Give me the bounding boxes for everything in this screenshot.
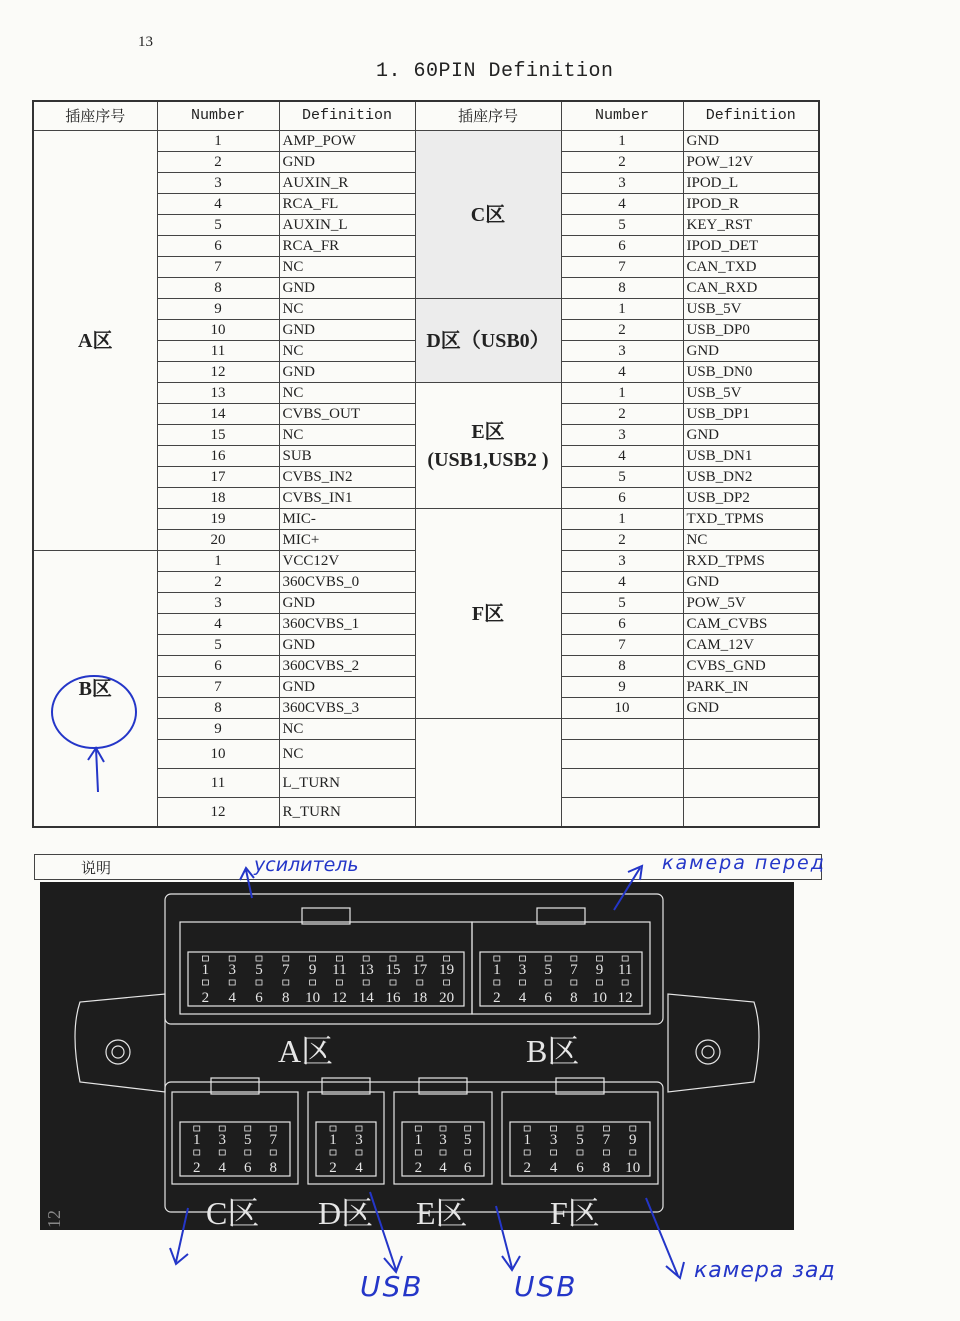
pin-marker [283, 980, 289, 985]
pin-marker [571, 956, 577, 961]
pin-definition: GND [279, 152, 415, 173]
pin-number: 3 [561, 341, 683, 362]
pin-marker [444, 956, 450, 961]
pin-marker [283, 956, 289, 961]
pin-definition: GND [683, 341, 819, 362]
mount-flange-right [668, 994, 759, 1092]
pin-marker [415, 1126, 421, 1131]
pin-label-bottom: 2 [493, 990, 501, 1006]
pin-number: 7 [561, 635, 683, 656]
pin-marker [256, 980, 262, 985]
pin-label-top: 7 [269, 1132, 277, 1148]
pin-number: 6 [157, 236, 279, 257]
pin-marker [465, 1126, 471, 1131]
pin-number: 6 [561, 614, 683, 635]
pin-number: 10 [157, 740, 279, 769]
pin-number: 3 [561, 173, 683, 194]
header-number: Number [157, 101, 279, 131]
pin-number: 3 [561, 551, 683, 572]
pin-label-bottom: 18 [412, 990, 428, 1006]
pin-definition: AUXIN_L [279, 215, 415, 236]
pin-definition: MIC- [279, 509, 415, 530]
pin-marker [229, 980, 235, 985]
pin-number: 19 [157, 509, 279, 530]
pin-marker [245, 1126, 251, 1131]
corner-mark: 12 [44, 1210, 64, 1228]
empty-cell [683, 769, 819, 798]
pin-label-bottom: 8 [602, 1160, 611, 1176]
pin-marker [219, 1150, 225, 1155]
header-socket-right: 插座序号 [415, 101, 561, 131]
pin-label-bottom: 14 [358, 990, 374, 1006]
pin-marker [622, 956, 628, 961]
pin-number: 2 [157, 152, 279, 173]
pin-marker [603, 1150, 609, 1155]
pin-number: 18 [157, 488, 279, 509]
pin-marker [330, 1150, 336, 1155]
connector-label-d: D区 [318, 1195, 374, 1230]
pin-marker [202, 980, 208, 985]
pin-definition: RXD_TPMS [683, 551, 819, 572]
handwritten-front-camera: камера перед [662, 852, 826, 874]
header-definition: Definition [279, 101, 415, 131]
pin-marker [229, 956, 235, 961]
pin-marker [622, 980, 628, 985]
handwritten-amplifier: усилитель [254, 854, 359, 876]
pin-label-top: 17 [412, 962, 428, 978]
note-label: 说明 [81, 859, 112, 877]
pin-label-top: 1 [193, 1132, 201, 1148]
pin-label-bottom: 10 [592, 990, 607, 1006]
pin-marker [494, 956, 500, 961]
pin-label-bottom: 6 [576, 1160, 584, 1176]
pin-number: 16 [157, 446, 279, 467]
pin-label-top: 19 [439, 962, 455, 978]
pin-definition: KEY_RST [683, 215, 819, 236]
pin-definition: 360CVBS_3 [279, 698, 415, 719]
pin-definition: GND [279, 278, 415, 299]
pin-definition: VCC12V [279, 551, 415, 572]
connector-label-c: C区 [206, 1195, 260, 1230]
pin-number: 5 [157, 635, 279, 656]
pin-number: 2 [561, 320, 683, 341]
pin-label-bottom: 10 [625, 1160, 641, 1176]
pin-number: 8 [157, 278, 279, 299]
connector-label-a: A区 [278, 1033, 334, 1069]
pin-number: 2 [561, 404, 683, 425]
pin-definition: L_TURN [279, 769, 415, 798]
pin-marker [524, 1126, 530, 1131]
pin-marker [270, 1150, 276, 1155]
pin-marker [270, 1126, 276, 1131]
pin-marker [597, 956, 603, 961]
pin-marker [415, 1150, 421, 1155]
pin-marker [330, 1126, 336, 1131]
pin-marker [390, 956, 396, 961]
pin-number: 20 [157, 530, 279, 551]
pin-definition: POW_12V [683, 152, 819, 173]
pin-number: 10 [561, 698, 683, 719]
pin-label-bottom: 4 [218, 1160, 226, 1176]
pin-definition: 360CVBS_0 [279, 572, 415, 593]
pin-marker [202, 956, 208, 961]
connector-label-e: E区 [416, 1195, 468, 1230]
pin-definition: TXD_TPMS [683, 509, 819, 530]
pin-number: 3 [157, 593, 279, 614]
pin-number: 13 [157, 383, 279, 404]
mount-hole-left-inner [112, 1046, 124, 1058]
pin-label-top: 11 [617, 962, 633, 978]
pin-number: 3 [561, 425, 683, 446]
pin-number: 8 [157, 698, 279, 719]
pin-number: 2 [561, 530, 683, 551]
pin-number: 1 [561, 509, 683, 530]
pin-marker [336, 980, 342, 985]
pin-definition: 360CVBS_1 [279, 614, 415, 635]
pin-number: 12 [157, 362, 279, 383]
pin-number: 4 [561, 194, 683, 215]
pin-marker [310, 956, 316, 961]
pin-label-bottom: 8 [282, 990, 290, 1006]
pin-marker [630, 1126, 636, 1131]
pin-label-bottom: 8 [570, 990, 578, 1006]
empty-cell [561, 798, 683, 828]
pin-label-top: 13 [358, 962, 374, 978]
pin-marker [494, 980, 500, 985]
pin-definition: CVBS_OUT [279, 404, 415, 425]
pin-definition: POW_5V [683, 593, 819, 614]
pin-definition: NC [279, 740, 415, 769]
pin-label-bottom: 6 [244, 1160, 252, 1176]
pin-number: 6 [561, 488, 683, 509]
pin-definition: IPOD_R [683, 194, 819, 215]
pin-marker [440, 1150, 446, 1155]
pin-label-bottom: 4 [355, 1160, 363, 1176]
pin-label-top: 9 [308, 962, 317, 978]
pin-label-bottom: 6 [463, 1160, 472, 1176]
pin-definition: MIC+ [279, 530, 415, 551]
pin-number: 1 [561, 299, 683, 320]
empty-cell [683, 798, 819, 828]
zone-label-c: C区 [415, 131, 561, 299]
pin-marker [444, 980, 450, 985]
pin-definition: USB_DN0 [683, 362, 819, 383]
pin-label-bottom: 4 [439, 1160, 447, 1176]
table-row [33, 131, 819, 152]
pin-marker [545, 956, 551, 961]
pin-label-top: 3 [549, 1132, 558, 1148]
header-socket: 插座序号 [33, 101, 157, 131]
pin-definition: CAN_TXD [683, 257, 819, 278]
pin-definition: CVBS_IN2 [279, 467, 415, 488]
pin-marker [603, 1126, 609, 1131]
zone-label-f: F区 [415, 509, 561, 719]
pin-label-top: 15 [385, 962, 401, 978]
pin-definition: CVBS_GND [683, 656, 819, 677]
handwritten-usb-1: USB [360, 1270, 424, 1303]
pin-marker [336, 956, 342, 961]
connector-block-d [308, 1092, 384, 1184]
pin-label-bottom: 10 [305, 990, 321, 1006]
pin-definition: NC [279, 383, 415, 404]
pin-label-top: 3 [218, 1132, 226, 1148]
pin-marker [551, 1150, 557, 1155]
pin-label-bottom: 16 [385, 990, 401, 1006]
pin-number: 2 [157, 572, 279, 593]
zone-label-b: B区 [33, 551, 157, 828]
pin-definition: RCA_FL [279, 194, 415, 215]
pin-marker [577, 1126, 583, 1131]
pin-label-bottom: 6 [255, 990, 263, 1006]
pin-marker [390, 980, 396, 985]
pin-label-bottom: 2 [193, 1160, 201, 1176]
pin-definition: CVBS_IN1 [279, 488, 415, 509]
pin-definition: GND [279, 362, 415, 383]
empty-cell [561, 769, 683, 798]
zone-label-a: A区 [33, 131, 157, 551]
pin-definition: CAM_12V [683, 635, 819, 656]
pin-label-top: 7 [282, 962, 290, 978]
pin-definition: NC [279, 257, 415, 278]
pin-label-bottom: 20 [439, 990, 455, 1006]
pin-number: 9 [561, 677, 683, 698]
pin-definition: NC [279, 425, 415, 446]
pin-definition: GND [683, 425, 819, 446]
pin-number: 5 [561, 215, 683, 236]
pin-marker [356, 1126, 362, 1131]
pin-number: 1 [561, 131, 683, 152]
connector-drawing [40, 882, 794, 1230]
pin-number: 7 [157, 677, 279, 698]
pin-marker [194, 1150, 200, 1155]
handwritten-rear-camera: камера зад [694, 1258, 836, 1283]
pin-marker [245, 1150, 251, 1155]
pin-definition: RCA_FR [279, 236, 415, 257]
pin-label-top: 11 [332, 962, 347, 978]
pin-marker [256, 956, 262, 961]
pin-label-top: 5 [463, 1132, 472, 1148]
pin-marker [630, 1150, 636, 1155]
pin-label-top: 1 [329, 1132, 337, 1148]
connector-block-c [172, 1092, 298, 1184]
pin-number: 15 [157, 425, 279, 446]
pin-marker [356, 1150, 362, 1155]
pin-definition: NC [279, 719, 415, 740]
pin-marker [219, 1126, 225, 1131]
pin-definition: CAN_RXD [683, 278, 819, 299]
header-definition-right: Definition [683, 101, 819, 131]
pin-label-top: 1 [493, 962, 501, 978]
zone-label-e: E区 (USB1,USB2 ) [415, 383, 561, 509]
pin-definition: USB_DP2 [683, 488, 819, 509]
pin-table-body [33, 101, 819, 827]
pin-number: 14 [157, 404, 279, 425]
pin-label-top: 3 [355, 1132, 363, 1148]
empty-cell [561, 740, 683, 769]
pin-definition: GND [683, 698, 819, 719]
pin-number: 2 [561, 152, 683, 173]
pin-number: 10 [157, 320, 279, 341]
pin-label-bottom: 4 [549, 1160, 558, 1176]
pin-number: 1 [561, 383, 683, 404]
pin-marker [465, 1150, 471, 1155]
pin-number: 1 [157, 131, 279, 152]
pin-definition: GND [279, 677, 415, 698]
pin-definition: SUB [279, 446, 415, 467]
table-header-row [33, 101, 819, 131]
pin-definition: NC [279, 299, 415, 320]
pin-number: 4 [561, 362, 683, 383]
pin-definition: GND [279, 635, 415, 656]
empty-cell [561, 719, 683, 740]
pin-number: 1 [157, 551, 279, 572]
mount-hole-right-inner [702, 1046, 714, 1058]
pin-definition: USB_DP1 [683, 404, 819, 425]
pin-definition: USB_5V [683, 299, 819, 320]
pin-definition: GND [279, 593, 415, 614]
pin-label-top: 9 [595, 962, 604, 978]
pin-definition-table [32, 100, 820, 828]
pin-number: 12 [157, 798, 279, 828]
pin-marker [310, 980, 316, 985]
pin-number: 5 [561, 467, 683, 488]
pin-label-bottom: 2 [414, 1160, 423, 1176]
mount-hole-left [106, 1040, 130, 1064]
pin-definition: GND [279, 320, 415, 341]
pin-label-bottom: 8 [269, 1160, 277, 1176]
pin-definition: USB_DN1 [683, 446, 819, 467]
connector-block-a [180, 922, 472, 1014]
pin-number: 17 [157, 467, 279, 488]
pin-label-bottom: 6 [544, 990, 552, 1006]
pin-definition: USB_DN2 [683, 467, 819, 488]
pin-label-bottom: 4 [228, 990, 236, 1006]
pin-marker [577, 1150, 583, 1155]
pin-definition: AUXIN_R [279, 173, 415, 194]
pin-number: 5 [561, 593, 683, 614]
pin-number: 3 [157, 173, 279, 194]
pin-label-bottom: 4 [518, 990, 527, 1006]
pin-definition: IPOD_L [683, 173, 819, 194]
pin-marker [363, 980, 369, 985]
pin-number: 8 [561, 278, 683, 299]
pin-definition: USB_DP0 [683, 320, 819, 341]
pin-definition: R_TURN [279, 798, 415, 828]
connector-diagram [40, 882, 794, 1230]
pin-label-bottom: 12 [617, 990, 633, 1006]
pin-number: 8 [561, 656, 683, 677]
mount-flange-left [75, 994, 165, 1092]
pin-label-bottom: 2 [329, 1160, 337, 1176]
pin-number: 4 [157, 614, 279, 635]
pin-label-top: 5 [255, 962, 263, 978]
pin-label-top: 9 [629, 1132, 637, 1148]
pin-definition: PARK_IN [683, 677, 819, 698]
connector-label-f: F区 [550, 1195, 600, 1230]
pin-definition: IPOD_DET [683, 236, 819, 257]
pin-marker [194, 1126, 200, 1131]
pin-number: 5 [157, 215, 279, 236]
pin-number: 11 [157, 341, 279, 362]
pin-number: 6 [157, 656, 279, 677]
zone-empty [415, 719, 561, 828]
pin-marker [520, 956, 526, 961]
pin-number: 4 [561, 446, 683, 467]
pin-label-top: 7 [570, 962, 578, 978]
pin-definition: NC [683, 530, 819, 551]
pin-number: 7 [561, 257, 683, 278]
mount-hole-right [696, 1040, 720, 1064]
handwritten-usb-2: USB [514, 1270, 578, 1303]
pin-label-top: 1 [201, 962, 210, 978]
pin-label-bottom: 2 [523, 1160, 531, 1176]
pin-number: 4 [561, 572, 683, 593]
header-number-right: Number [561, 101, 683, 131]
page-number: 13 [138, 34, 153, 50]
pin-marker [417, 956, 423, 961]
pin-definition: NC [279, 341, 415, 362]
pin-label-bottom: 2 [201, 990, 210, 1006]
pin-label-top: 5 [244, 1132, 252, 1148]
pin-marker [440, 1126, 446, 1131]
zone-label-d: D区（USB0） [415, 299, 561, 383]
pin-definition: AMP_POW [279, 131, 415, 152]
pin-label-top: 1 [523, 1132, 531, 1148]
pin-number: 4 [157, 194, 279, 215]
pin-marker [363, 956, 369, 961]
pin-number: 11 [157, 769, 279, 798]
pin-marker [571, 980, 577, 985]
pin-number: 6 [561, 236, 683, 257]
page-title: 1. 60PIN Definition [376, 60, 614, 83]
pin-label-bottom: 12 [331, 990, 347, 1006]
pin-number: 9 [157, 299, 279, 320]
pin-definition: GND [683, 131, 819, 152]
pin-definition: 360CVBS_2 [279, 656, 415, 677]
pin-marker [520, 980, 526, 985]
pin-label-top: 3 [228, 962, 236, 978]
pin-label-top: 7 [602, 1132, 611, 1148]
pin-number: 9 [157, 719, 279, 740]
pin-number: 7 [157, 257, 279, 278]
pin-label-top: 3 [518, 962, 527, 978]
pin-marker [551, 1126, 557, 1131]
pin-marker [597, 980, 603, 985]
pin-definition: GND [683, 572, 819, 593]
pin-label-top: 1 [414, 1132, 423, 1148]
pin-marker [524, 1150, 530, 1155]
pin-label-top: 5 [576, 1132, 584, 1148]
pin-definition: USB_5V [683, 383, 819, 404]
pin-definition: CAM_CVBS [683, 614, 819, 635]
connector-label-b: B区 [526, 1033, 580, 1069]
pin-marker [417, 980, 423, 985]
empty-cell [683, 740, 819, 769]
pin-label-top: 5 [544, 962, 552, 978]
connector-pin-field-d [316, 1122, 376, 1176]
empty-cell [683, 719, 819, 740]
pin-label-top: 3 [439, 1132, 447, 1148]
pin-marker [545, 980, 551, 985]
